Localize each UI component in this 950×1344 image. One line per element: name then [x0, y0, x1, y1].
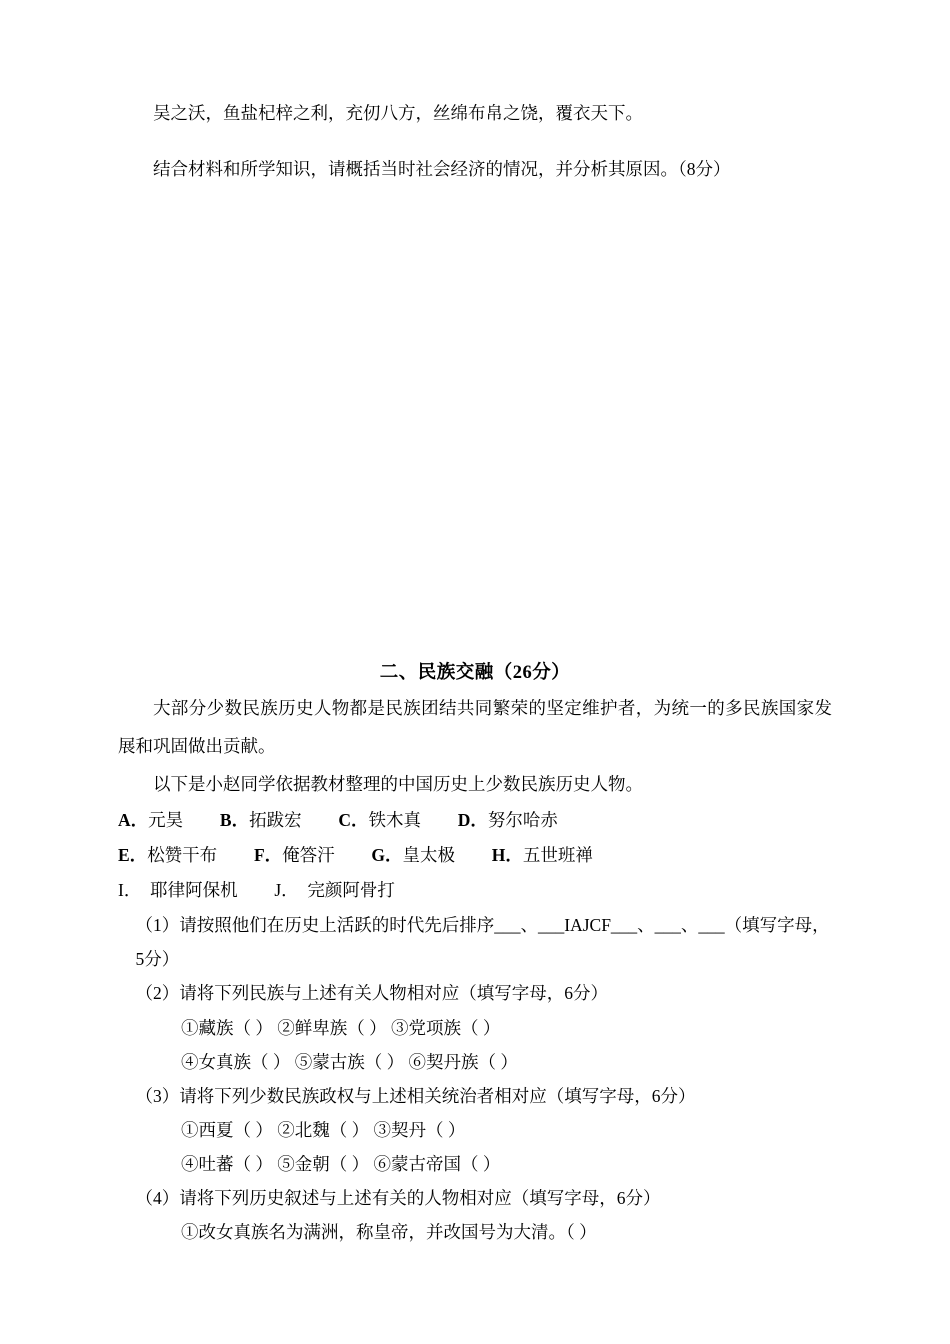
option-text-g: 皇太极	[402, 845, 456, 866]
option-text-h: 五世班禅	[522, 845, 593, 866]
option-text-e: 松赞干布	[147, 845, 218, 866]
option-text-f: 俺答汗	[282, 845, 335, 866]
question-2-stem: （2）请将下列民族与上述有关人物相对应（填写字母，6分）	[135, 983, 608, 1004]
question-3-subitem-2: ④吐蕃（ ） ⑤金朝（ ） ⑥蒙古帝国（ ）	[181, 1154, 501, 1174]
option-key-g: G．	[371, 845, 403, 866]
paragraph-question-prompt: 结合材料和所学知识，请概括当时社会经济的情况，并分析其原因。（8分）	[153, 158, 731, 179]
option-line-3	[118, 873, 832, 908]
question-1-stem: （1）请按照他们在历史上活跃的时代先后排序___、___IAJCF___、___、___（填写字母，5分）	[135, 915, 830, 970]
option-text-b: 拓跋宏	[249, 810, 302, 831]
option-key-c: C．	[338, 810, 369, 831]
option-key-b: B．	[219, 810, 250, 831]
option-text-d: 努尔哈赤	[487, 810, 558, 831]
paragraph-material-quote: 吴之沃，鱼盐杞梓之利，充仞八方，丝绵布帛之饶，覆衣天下。	[153, 103, 643, 123]
option-key-h: H．	[491, 845, 523, 866]
question-3-stem: （3）请将下列少数民族政权与上述相关统治者相对应（填写字母，6分）	[135, 1085, 696, 1106]
question-2-subitem-1: ①藏族（ ） ②鲜卑族（ ） ③党项族（ ）	[181, 1017, 501, 1038]
question-3-subitem-1: ①西夏（ ） ②北魏（ ） ③契丹（ ）	[181, 1119, 466, 1140]
option-key-e: E．	[118, 845, 148, 866]
option-key-j: J．	[274, 880, 299, 901]
option-key-d: D．	[457, 810, 488, 831]
option-key-i: I．	[118, 880, 142, 901]
option-line-1	[118, 803, 832, 838]
option-line-2	[118, 838, 832, 873]
question-4-subitem-1: ①改女真族名为满洲，称皇帝，并改国号为大清。（ ）	[181, 1222, 597, 1243]
section-intro-1: 大部分少数民族历史人物都是民族团结共同繁荣的坚定维护者，为统一的多民族国家发展和巩固做出贡献。	[118, 698, 832, 756]
option-key-a: A．	[118, 810, 149, 831]
option-text-i: 耶律阿保机	[150, 880, 238, 901]
section-title: 二、民族交融（26分）	[379, 663, 571, 684]
section-intro-2: 以下是小赵同学依据教材整理的中国历史上少数民族历史人物。	[153, 773, 643, 794]
question-4-stem: （4）请将下列历史叙述与上述有关的人物相对应（填写字母，6分）	[135, 1188, 661, 1209]
option-text-a: 元昊	[148, 810, 184, 831]
blank-answer-space	[118, 188, 832, 658]
question-2-subitem-2: ④女真族（ ） ⑤蒙古族（ ） ⑥契丹族（ ）	[181, 1051, 518, 1072]
option-text-j: 完颜阿骨打	[307, 880, 395, 901]
option-text-c: 铁木真	[368, 810, 421, 831]
option-key-f: F．	[253, 845, 283, 866]
